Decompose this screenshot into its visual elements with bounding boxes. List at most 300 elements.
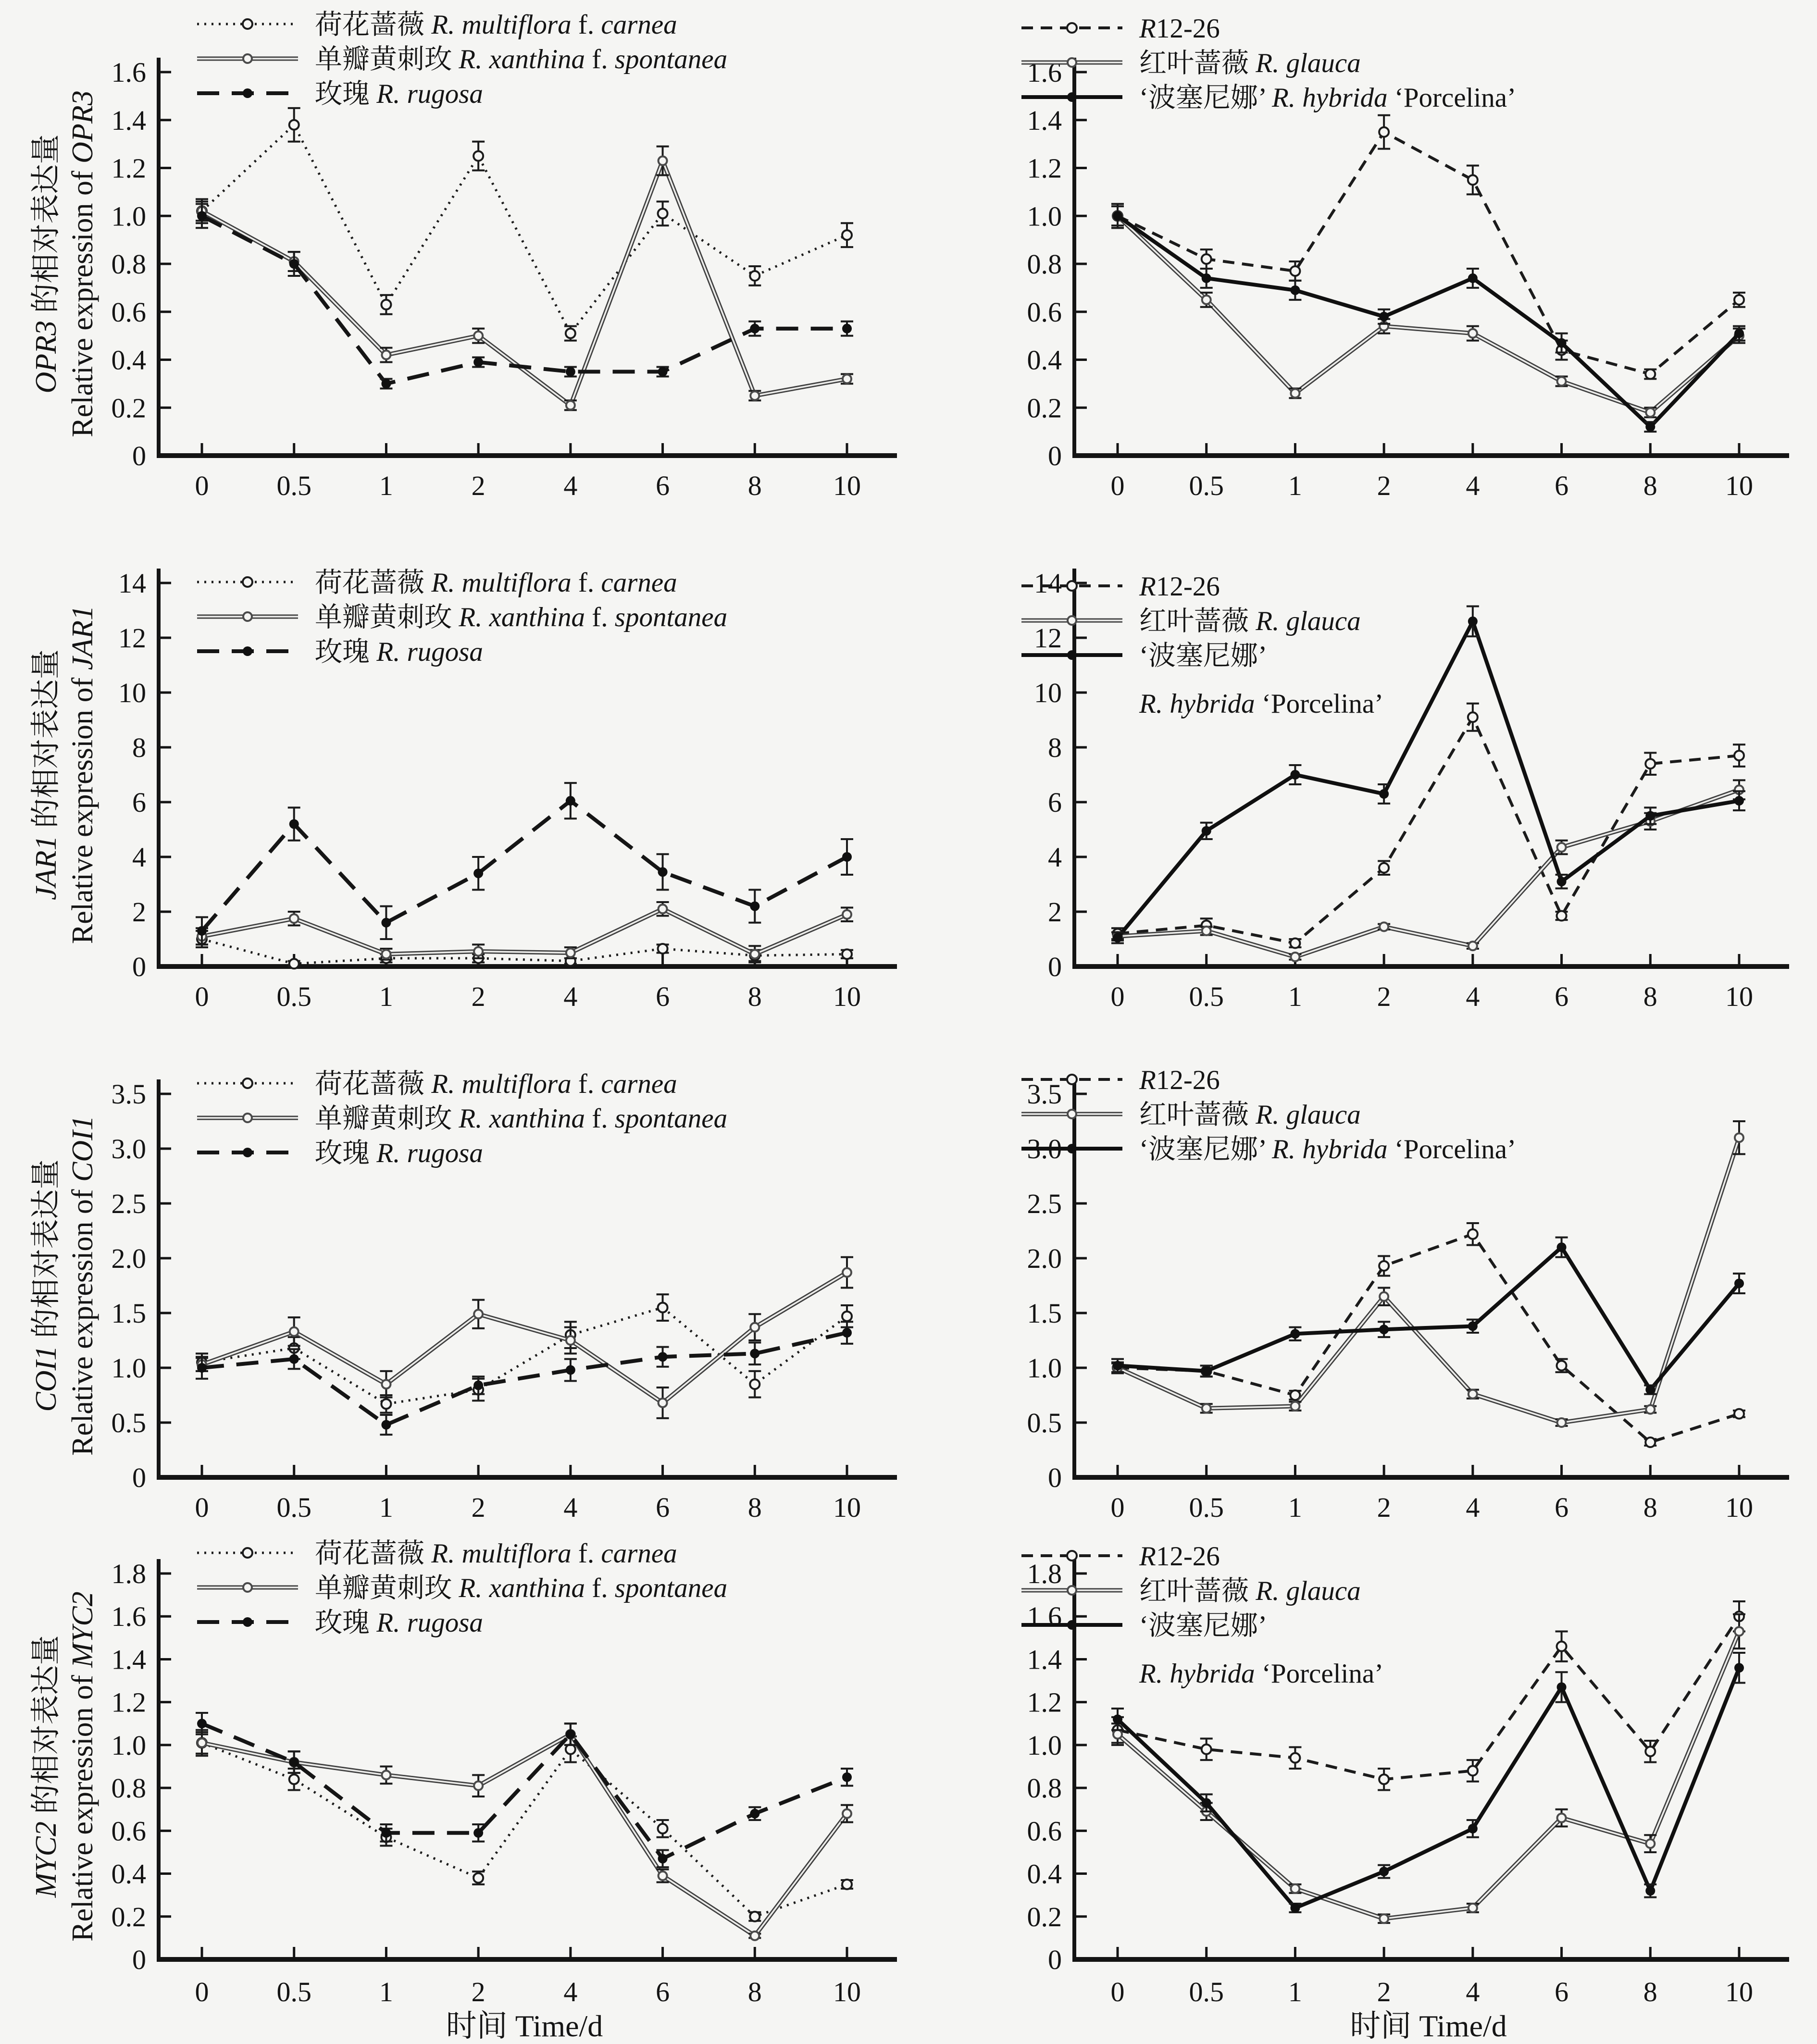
chart-myc2-left: [0, 1533, 908, 2044]
coi1-left-plot: [0, 1022, 908, 1530]
data-point-marker: [1290, 770, 1300, 780]
x-tick-label: 1: [379, 1976, 393, 2007]
y-tick-label: 1.0: [111, 1352, 146, 1384]
data-point-marker: [1067, 581, 1077, 591]
x-axis-label: 时间 Time/d: [1350, 2009, 1507, 2042]
data-point-marker: [1734, 796, 1744, 805]
y-tick-label: 3.0: [111, 1133, 146, 1164]
y-tick-label: 0: [132, 440, 146, 471]
legend-label: ‘波塞尼娜’ R. hybrida ‘Porcelina’: [1139, 83, 1517, 113]
data-point-marker: [1113, 1730, 1122, 1739]
y-tick-label: 0: [1048, 1944, 1062, 1975]
legend-entry: [1021, 83, 1516, 113]
series-line: [202, 909, 847, 954]
data-point-marker: [1067, 1620, 1077, 1630]
data-point-marker: [1735, 1627, 1743, 1635]
data-point-marker: [1113, 933, 1122, 942]
series-line: [202, 1723, 847, 1858]
data-point-marker: [566, 367, 575, 376]
data-point-marker: [243, 577, 252, 587]
y-tick-label: 1.4: [111, 1644, 146, 1675]
x-tick-label: 10: [1725, 1492, 1753, 1523]
data-point-marker: [1067, 92, 1077, 102]
data-point-marker: [289, 1354, 299, 1364]
y-tick-label: 0.8: [111, 1772, 146, 1804]
data-point-marker: [474, 1782, 483, 1790]
data-point-marker: [843, 374, 851, 383]
data-point-marker: [1202, 1798, 1211, 1808]
x-tick-label: 1: [1288, 1492, 1302, 1523]
y-tick-label: 1.0: [111, 200, 146, 232]
series-line-core: [202, 909, 847, 954]
data-point-marker: [1646, 1839, 1655, 1848]
data-point-marker: [659, 157, 667, 165]
data-point-marker: [289, 120, 299, 130]
data-point-marker: [1646, 408, 1655, 417]
data-point-marker: [473, 868, 483, 878]
x-tick-label: 8: [1643, 981, 1657, 1012]
myc2-left-plot: [0, 1533, 908, 2042]
data-point-marker: [1468, 1766, 1478, 1775]
jar1-right-plot: [908, 511, 1817, 1019]
data-point-marker: [197, 926, 207, 936]
data-point-marker: [842, 852, 852, 862]
legend-entry: [197, 10, 677, 40]
data-point-marker: [1379, 863, 1389, 873]
legend-label-cont: R. hybrida ‘Porcelina’: [1139, 1659, 1384, 1689]
chart-myc2-right: [908, 1533, 1817, 2044]
data-point-marker: [243, 646, 252, 656]
data-point-marker: [473, 1828, 483, 1838]
y-tick-label: 0.8: [111, 248, 146, 280]
y-tick-label: 1.2: [111, 1686, 146, 1718]
x-tick-label: 8: [747, 1976, 762, 2007]
x-tick-label: 6: [656, 470, 670, 501]
legend-entry: [197, 1538, 677, 1569]
data-point-marker: [1067, 650, 1077, 660]
data-point-marker: [750, 1323, 759, 1332]
data-point-marker: [658, 1352, 668, 1362]
data-point-marker: [243, 88, 252, 98]
y-tick-label: 8: [1048, 732, 1062, 763]
data-point-marker: [1557, 1642, 1567, 1651]
series-glauca: [1111, 206, 1745, 417]
data-point-marker: [1557, 377, 1566, 385]
y-tick-label: 3.5: [111, 1078, 146, 1110]
x-tick-label: 1: [1288, 1976, 1302, 2007]
data-point-marker: [1202, 927, 1211, 935]
data-point-marker: [1202, 254, 1211, 264]
legend-entry: [1021, 13, 1220, 44]
x-tick-label: 6: [1555, 981, 1569, 1012]
y-tick-label: 1.0: [1027, 1729, 1062, 1761]
legend-entry: [1021, 1134, 1516, 1164]
x-tick-label: 2: [1377, 470, 1391, 501]
x-tick-label: 6: [656, 1976, 670, 2007]
y-tick-label: 14: [118, 568, 146, 599]
x-tick-label: 2: [471, 981, 485, 1012]
data-point-marker: [750, 391, 759, 400]
data-point-marker: [1645, 1385, 1655, 1395]
legend-entry: [1021, 606, 1361, 636]
data-point-marker: [243, 1114, 252, 1122]
series-line: [202, 216, 847, 384]
chart-opr3-right: [908, 0, 1817, 511]
data-point-marker: [1113, 1714, 1122, 1724]
series-porcelina: [1111, 1653, 1745, 1913]
data-point-marker: [474, 947, 483, 956]
chart-jar1-right: [908, 511, 1817, 1022]
y-tick-label: 0.6: [1027, 296, 1062, 328]
y-tick-label: 4: [1048, 842, 1062, 873]
legend-entry: [197, 568, 677, 598]
legend-label: 红叶蔷薇 R. glauca: [1139, 606, 1361, 636]
data-point-marker: [750, 950, 759, 958]
data-point-marker: [1734, 329, 1744, 338]
legend-label: 红叶蔷薇 R. glauca: [1139, 1576, 1361, 1606]
x-tick-label: 0: [195, 981, 209, 1012]
y-tick-label: 2: [132, 896, 146, 928]
legend-label: 单瓣黄刺玫 R. xanthina f. spontanea: [315, 602, 728, 632]
legend-label: 单瓣黄刺玫 R. xanthina f. spontanea: [315, 1573, 728, 1603]
data-point-marker: [243, 54, 252, 63]
x-tick-label: 10: [833, 1492, 861, 1523]
data-point-marker: [1557, 1814, 1566, 1822]
y-tick-label: 0: [132, 1944, 146, 1975]
x-tick-label: 0: [1110, 981, 1125, 1012]
legend-label: 红叶蔷薇 R. glauca: [1139, 48, 1361, 78]
legend-entry: [197, 1138, 483, 1168]
x-tick-label: 6: [656, 1492, 670, 1523]
y-tick-label: 1.2: [1027, 1686, 1062, 1718]
x-tick-label: 0: [1110, 1492, 1125, 1523]
data-point-marker: [1113, 211, 1122, 221]
series-line-core: [1118, 216, 1739, 412]
x-tick-label: 4: [563, 1492, 578, 1523]
data-point-marker: [1202, 1745, 1211, 1754]
y-tick-label: 2.0: [1027, 1243, 1062, 1274]
chart-opr3-left: [0, 0, 908, 511]
data-point-marker: [1469, 329, 1477, 338]
data-point-marker: [382, 351, 390, 359]
data-point-marker: [1557, 877, 1567, 886]
data-point-marker: [659, 1871, 667, 1880]
x-tick-label: 10: [1725, 470, 1753, 501]
x-tick-label: 4: [1466, 1976, 1480, 2007]
data-point-marker: [1379, 789, 1389, 799]
y-tick-label: 1.2: [111, 152, 146, 184]
data-point-marker: [1469, 941, 1477, 950]
data-point-marker: [1068, 616, 1076, 625]
x-tick-label: 2: [471, 1976, 485, 2007]
data-point-marker: [1067, 23, 1077, 33]
data-point-marker: [1379, 127, 1389, 137]
data-point-marker: [1468, 273, 1478, 283]
series-line: [1118, 1247, 1739, 1389]
x-tick-label: 8: [747, 1492, 762, 1523]
data-point-marker: [658, 367, 668, 376]
data-point-marker: [473, 1873, 483, 1883]
y-tick-label: 0.5: [1027, 1407, 1062, 1438]
x-tick-label: 0.5: [1189, 1492, 1224, 1523]
data-point-marker: [566, 1365, 575, 1375]
y-tick-label: 12: [1034, 622, 1062, 654]
opr3-left-plot: [0, 0, 908, 508]
x-tick-label: 8: [747, 981, 762, 1012]
data-point-marker: [842, 1312, 852, 1321]
data-point-marker: [1202, 296, 1211, 304]
data-point-marker: [842, 1772, 852, 1782]
data-point-marker: [843, 910, 851, 919]
data-point-marker: [750, 1912, 759, 1921]
legend-label: R12-26: [1139, 1065, 1220, 1095]
x-tick-label: 0: [195, 1976, 209, 2007]
data-point-marker: [1469, 1904, 1477, 1912]
data-point-marker: [658, 1303, 668, 1313]
legend-entry: [1021, 1576, 1361, 1606]
data-point-marker: [842, 1328, 852, 1338]
x-tick-label: 2: [471, 470, 485, 501]
data-point-marker: [750, 324, 759, 334]
data-point-marker: [1468, 617, 1478, 626]
data-point-marker: [1645, 811, 1655, 821]
data-point-marker: [1291, 953, 1299, 961]
legend-label: 玫瑰 R. rugosa: [315, 79, 483, 109]
legend-entry: [197, 44, 727, 74]
data-point-marker: [1557, 1682, 1567, 1692]
data-point-marker: [1468, 1824, 1478, 1833]
legend-label: 荷花蔷薇 R. multiflora f. carnea: [315, 1069, 677, 1099]
data-point-marker: [474, 1310, 483, 1318]
series-porcelina: [1111, 204, 1745, 432]
data-point-marker: [1468, 175, 1478, 185]
x-tick-label: 0: [1110, 1976, 1125, 2007]
y-axis-label-en: Relative expression of MYC2: [66, 1591, 99, 1942]
data-point-marker: [1202, 1366, 1211, 1376]
y-tick-label: 0: [1048, 1462, 1062, 1493]
data-point-marker: [473, 1380, 483, 1390]
x-tick-label: 0.5: [1189, 470, 1224, 501]
y-tick-label: 0.8: [1027, 248, 1062, 280]
data-point-marker: [290, 914, 299, 923]
legend-entry: [197, 79, 483, 109]
x-tick-label: 4: [563, 981, 578, 1012]
data-point-marker: [1068, 1586, 1076, 1595]
data-point-marker: [197, 211, 207, 221]
data-point-marker: [381, 1399, 391, 1409]
data-point-marker: [1646, 1405, 1655, 1414]
data-point-marker: [289, 959, 299, 968]
x-tick-label: 1: [379, 470, 393, 501]
x-tick-label: 2: [1377, 1976, 1391, 2007]
y-tick-label: 0.6: [1027, 1815, 1062, 1847]
data-point-marker: [1290, 1903, 1300, 1913]
data-point-marker: [658, 1854, 668, 1863]
y-tick-label: 0: [1048, 951, 1062, 982]
legend-entry: [197, 1573, 727, 1603]
x-tick-label: 0.5: [276, 470, 311, 501]
x-tick-label: 1: [1288, 981, 1302, 1012]
y-tick-label: 1.4: [111, 104, 146, 136]
legend-label: 玫瑰 R. rugosa: [315, 1608, 483, 1638]
data-point-marker: [566, 796, 575, 805]
series-line: [1118, 132, 1739, 374]
data-point-marker: [243, 1148, 252, 1157]
legend-label: 玫瑰 R. rugosa: [315, 637, 483, 667]
y-tick-label: 0.4: [1027, 1858, 1062, 1890]
data-point-marker: [658, 867, 668, 877]
x-tick-label: 1: [1288, 470, 1302, 501]
x-tick-label: 6: [1555, 470, 1569, 501]
data-point-marker: [289, 1774, 299, 1784]
data-point-marker: [1645, 369, 1655, 379]
data-point-marker: [566, 401, 575, 409]
x-tick-label: 1: [379, 1492, 393, 1523]
data-point-marker: [382, 1380, 390, 1388]
y-axis-label-en: Relative expression of COI1: [66, 1115, 99, 1456]
chart-coi1-left: [0, 1022, 908, 1533]
data-point-marker: [243, 1583, 252, 1592]
legend-entry: [197, 1069, 677, 1099]
legend-label: 荷花蔷薇 R. multiflora f. carnea: [315, 10, 677, 40]
data-point-marker: [1067, 1551, 1077, 1561]
data-point-marker: [1734, 295, 1744, 305]
data-point-marker: [1645, 422, 1655, 432]
data-point-marker: [1645, 759, 1655, 768]
data-point-marker: [1290, 266, 1300, 276]
legend-label: 单瓣黄刺玫 R. xanthina f. spontanea: [315, 1103, 728, 1134]
y-tick-label: 4: [132, 842, 146, 873]
y-tick-label: 10: [118, 677, 146, 708]
legend-entry: [197, 637, 483, 667]
data-point-marker: [289, 819, 299, 829]
y-tick-label: 8: [132, 732, 146, 763]
data-point-marker: [1380, 922, 1388, 931]
data-point-marker: [473, 151, 483, 161]
data-point-marker: [289, 259, 299, 269]
legend-label: ‘波塞尼娜’: [1139, 641, 1267, 671]
data-point-marker: [1380, 1292, 1388, 1301]
y-tick-label: 1.8: [111, 1558, 146, 1589]
y-tick-label: 0.2: [111, 392, 146, 424]
data-point-marker: [243, 1548, 252, 1558]
legend-label: 荷花蔷薇 R. multiflora f. carnea: [315, 568, 677, 598]
legend-label: 玫瑰 R. rugosa: [315, 1138, 483, 1168]
data-point-marker: [1379, 1261, 1389, 1271]
y-tick-label: 12: [118, 622, 146, 654]
y-tick-label: 1.6: [1027, 1601, 1062, 1633]
data-point-marker: [566, 329, 575, 338]
data-point-marker: [1113, 1361, 1122, 1370]
x-tick-label: 0: [195, 1492, 209, 1523]
chart-jar1-left: [0, 511, 908, 1022]
y-tick-label: 10: [1034, 677, 1062, 708]
legend-entry: [1021, 48, 1361, 78]
series-line: [1118, 216, 1739, 412]
y-tick-label: 3.5: [1027, 1078, 1062, 1110]
x-tick-label: 2: [1377, 981, 1391, 1012]
data-point-marker: [381, 300, 391, 310]
x-tick-label: 6: [1555, 1492, 1569, 1523]
data-point-marker: [658, 209, 668, 218]
legend-label: R12-26: [1139, 571, 1220, 602]
data-point-marker: [381, 1828, 391, 1838]
data-point-marker: [382, 950, 390, 958]
x-tick-label: 6: [1555, 1976, 1569, 2007]
data-point-marker: [290, 1327, 299, 1336]
x-tick-label: 8: [1643, 1976, 1657, 2007]
data-point-marker: [1290, 939, 1300, 948]
data-point-marker: [243, 612, 252, 621]
y-tick-label: 2: [1048, 896, 1062, 928]
x-tick-label: 10: [833, 470, 861, 501]
x-tick-label: 0.5: [1189, 981, 1224, 1012]
data-point-marker: [750, 271, 759, 281]
data-point-marker: [243, 1078, 252, 1088]
y-tick-label: 1.0: [111, 1729, 146, 1761]
y-tick-label: 1.0: [1027, 200, 1062, 232]
y-tick-label: 2.5: [1027, 1188, 1062, 1219]
series-r12-26: [1111, 115, 1745, 379]
y-tick-label: 1.6: [111, 57, 146, 88]
x-tick-label: 4: [1466, 470, 1480, 501]
data-point-marker: [1290, 1753, 1300, 1763]
data-point-marker: [1645, 1886, 1655, 1895]
data-point-marker: [842, 230, 852, 240]
y-tick-label: 0.4: [1027, 344, 1062, 376]
x-axis-label: 时间 Time/d: [446, 2009, 603, 2042]
legend-label: 单瓣黄刺玫 R. xanthina f. spontanea: [315, 44, 728, 74]
myc2-right-plot: [908, 1533, 1817, 2042]
x-tick-label: 10: [833, 981, 861, 1012]
x-tick-label: 10: [1725, 981, 1753, 1012]
data-point-marker: [658, 1824, 668, 1833]
data-point-marker: [243, 1617, 252, 1627]
x-tick-label: 0.5: [276, 1492, 311, 1523]
y-tick-label: 0: [132, 1462, 146, 1493]
x-tick-label: 4: [1466, 981, 1480, 1012]
data-point-marker: [1291, 1402, 1299, 1411]
data-point-marker: [1557, 843, 1566, 852]
data-point-marker: [381, 379, 391, 388]
jar1-left-plot: [0, 511, 908, 1019]
x-tick-label: 2: [471, 1492, 485, 1523]
legend-label: ‘波塞尼娜’: [1139, 1610, 1267, 1641]
data-point-marker: [566, 1336, 575, 1345]
y-tick-label: 2.5: [111, 1188, 146, 1219]
y-axis-label-en: Relative expression of JAR1: [66, 605, 99, 944]
data-point-marker: [1290, 285, 1300, 295]
legend-entry: [197, 1608, 483, 1638]
data-point-marker: [1557, 1418, 1566, 1427]
x-tick-label: 0.5: [1189, 1976, 1224, 2007]
data-point-marker: [1380, 1914, 1388, 1923]
y-tick-label: 0.8: [1027, 1772, 1062, 1804]
y-axis-label-cjk: OPR3 的相对表达量: [30, 134, 62, 394]
y-tick-label: 1.5: [1027, 1298, 1062, 1329]
y-tick-label: 1.8: [1027, 1558, 1062, 1589]
data-point-marker: [1202, 826, 1211, 836]
data-point-marker: [1202, 273, 1211, 283]
data-point-marker: [1202, 1404, 1211, 1412]
data-point-marker: [1734, 1278, 1744, 1288]
y-tick-label: 3.0: [1027, 1133, 1062, 1164]
x-tick-label: 0: [195, 470, 209, 501]
y-tick-label: 0: [132, 951, 146, 982]
legend-label: R12-26: [1139, 13, 1220, 44]
series-rugosa: [196, 204, 853, 388]
series-line: [1118, 1668, 1739, 1908]
